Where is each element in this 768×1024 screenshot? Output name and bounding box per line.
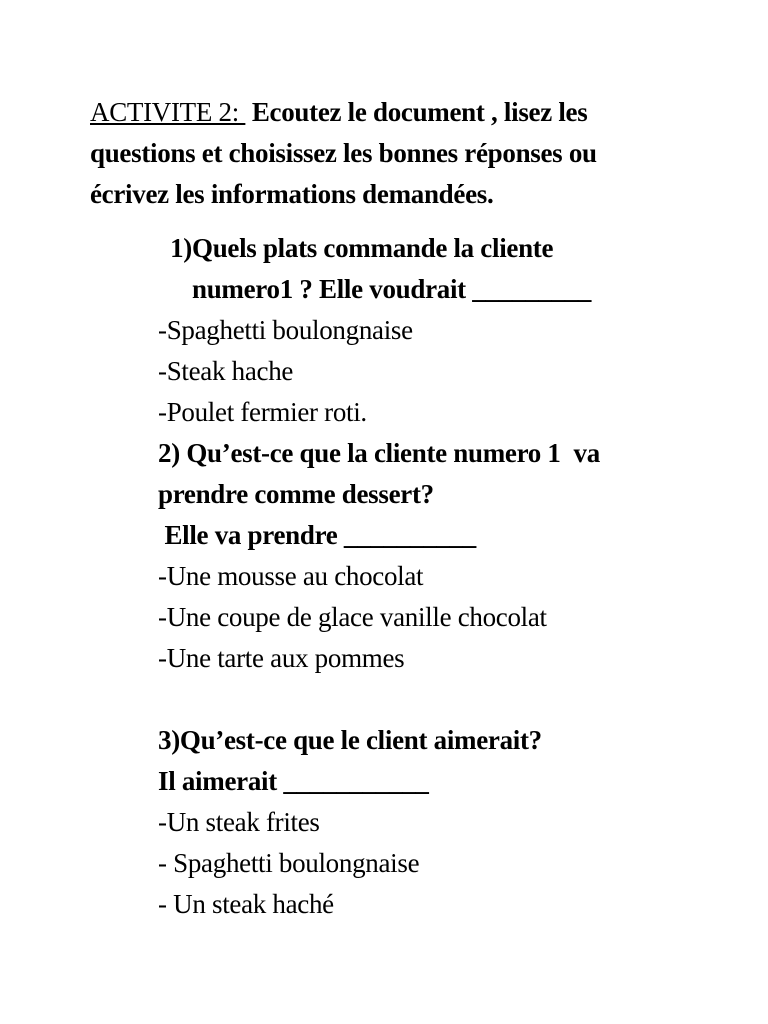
- question-2-option-3: -Une tarte aux pommes: [158, 643, 405, 673]
- question-2-line-1: 2) Qu’est-ce que la cliente numero 1 va: [158, 438, 600, 468]
- question-3-option-2: - Spaghetti boulongnaise: [158, 848, 420, 878]
- question-2: [158, 433, 718, 679]
- question-1-line-2: numero1 ? Elle voudrait _________: [192, 274, 592, 304]
- question-2-line-2: prendre comme dessert?: [158, 479, 434, 509]
- question-2-line-3: Elle va prendre __________: [158, 520, 476, 550]
- question-3-option-1: -Un steak frites: [158, 807, 320, 837]
- question-1-option-1: -Spaghetti boulongnaise: [158, 315, 413, 345]
- instructions-text-1: Ecoutez le document , lisez les: [245, 97, 588, 127]
- question-2-option-2: -Une coupe de glace vanille chocolat: [158, 602, 547, 632]
- question-1-option-3: -Poulet fermier roti.: [158, 397, 367, 427]
- question-3-line-1: 3)Qu’est-ce que le client aimerait?: [158, 725, 542, 755]
- question-2-option-1: -Une mousse au chocolat: [158, 561, 424, 591]
- question-1: [158, 228, 718, 433]
- activity-instructions: [90, 92, 690, 215]
- instructions-line-1: [90, 92, 690, 133]
- activity-title: ACTIVITE 2:: [90, 97, 246, 127]
- question-1-text-1: Quels plats commande la cliente: [192, 233, 554, 263]
- question-3-option-3: - Un steak haché: [158, 889, 334, 919]
- instructions-line-3: écrivez les informations demandées.: [90, 179, 494, 209]
- question-3: [158, 720, 718, 925]
- question-1-number: 1): [170, 233, 192, 263]
- question-1-option-2: -Steak hache: [158, 356, 294, 386]
- question-1-line-1: [158, 228, 718, 269]
- instructions-line-2: questions et choisissez les bonnes réponses ou: [90, 138, 597, 168]
- question-3-line-2: Il aimerait ___________: [158, 766, 429, 796]
